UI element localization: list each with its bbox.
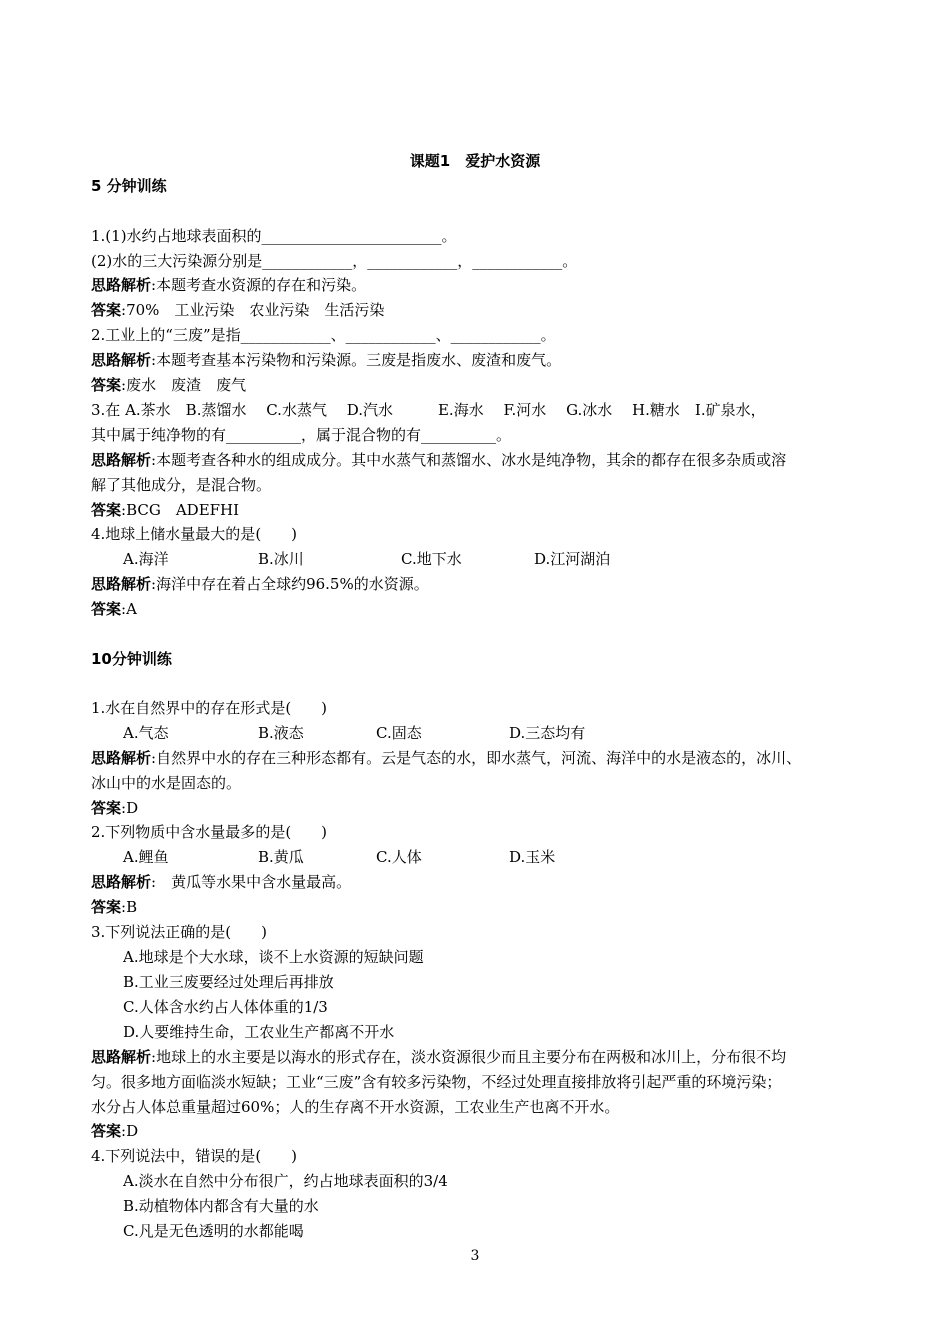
option-b: B.冰川 <box>258 550 304 568</box>
question-text: 4.地球上储水量最大的是( ) <box>91 525 298 543</box>
question-text: 其中属于纯净物的有__________，属于混合物的有__________。 <box>91 426 512 444</box>
option-b: B.黄瓜 <box>258 848 304 866</box>
explanation-line <box>91 574 429 594</box>
explanation-text: 冰山中的水是固态的。 <box>91 774 242 792</box>
explanation-label: 思路解析 <box>91 351 152 369</box>
answer-text: :70% 工业污染 农业污染 生活污染 <box>121 301 385 319</box>
option-c: C.人体 <box>376 848 422 866</box>
explanation-text: :本题考查基本污染物和污染源。三废是指废水、废渣和废气。 <box>151 351 562 369</box>
explanation-line <box>91 1047 786 1067</box>
answer-text: :A <box>121 600 137 618</box>
option-c: C.固态 <box>376 724 422 742</box>
option-c: C.人体含水约占人体体重的1/3 <box>123 998 328 1016</box>
question-text: 3.在 A.茶水 B.蒸馏水 C.水蒸气 D.汽水 E.海水 F.河水 G.冰水 H.糖水 I.矿泉水， <box>91 401 766 419</box>
answer-line <box>91 1121 138 1141</box>
explanation-line <box>91 450 786 470</box>
answer-line <box>91 375 246 395</box>
answer-label: 答案 <box>91 376 122 394</box>
answer-line <box>91 798 138 818</box>
explanation-label: 思路解析 <box>91 873 152 891</box>
question-text: 2.工业上的“三废”是指____________、____________、____________。 <box>91 326 556 344</box>
answer-text: :BCG ADEFHI <box>121 501 240 519</box>
answer-line <box>91 897 137 917</box>
option-a: A.气态 <box>123 724 169 742</box>
explanation-text: : 黄瓜等水果中含水量最高。 <box>151 873 352 891</box>
question-text: (2)水的三大污染源分别是____________，____________，____________。 <box>91 252 578 270</box>
page-number: 3 <box>470 1248 480 1264</box>
section-heading-5min: 5 分钟训练 <box>91 177 167 195</box>
option-d: D.三态均有 <box>509 724 586 742</box>
explanation-text: 匀。很多地方面临淡水短缺；工业“三废”含有较多污染物，不经过处理直接排放将引起严重的环境污染； <box>91 1073 782 1091</box>
question-text: 1.水在自然界中的存在形式是( ) <box>91 699 328 717</box>
question-text: 3.下列说法正确的是( ) <box>91 923 268 941</box>
section-heading-10min: 10分钟训练 <box>91 650 172 668</box>
option-b: B.液态 <box>258 724 304 742</box>
explanation-text: 解了其他成分，是混合物。 <box>91 476 272 494</box>
answer-label: 答案 <box>91 898 122 916</box>
answer-text: :D <box>121 799 139 817</box>
explanation-line <box>91 872 351 892</box>
explanation-label: 思路解析 <box>91 1048 152 1066</box>
answer-label: 答案 <box>91 301 122 319</box>
explanation-label: 思路解析 <box>91 451 152 469</box>
answer-label: 答案 <box>91 799 122 817</box>
explanation-line <box>91 275 366 295</box>
explanation-label: 思路解析 <box>91 749 152 767</box>
option-a: A.地球是个大水球，谈不上水资源的短缺问题 <box>123 948 424 966</box>
option-d: D.玉米 <box>509 848 556 866</box>
option-d: D.江河湖泊 <box>534 550 611 568</box>
answer-line <box>91 500 239 520</box>
option-a: A.海洋 <box>123 550 169 568</box>
answer-line <box>91 300 384 320</box>
option-d: D.人要维持生命，工农业生产都离不开水 <box>123 1023 395 1041</box>
explanation-line <box>91 350 561 370</box>
answer-label: 答案 <box>91 501 122 519</box>
option-a: A.淡水在自然中分布很广，约占地球表面积的3/4 <box>123 1172 448 1190</box>
answer-line <box>91 599 137 619</box>
question-text: 2.下列物质中含水量最多的是( ) <box>91 823 328 841</box>
option-b: B.动植物体内都含有大量的水 <box>123 1197 319 1215</box>
answer-text: :D <box>121 1122 139 1140</box>
question-text: 1.(1)水约占地球表面积的________________________。 <box>91 227 457 245</box>
page-title: 课题1 爱护水资源 <box>409 152 541 170</box>
explanation-text: :自然界中水的存在三种形态都有。云是气态的水，即水蒸气，河流、海洋中的水是液态的，冰川、 <box>151 749 802 767</box>
option-c: C.凡是无色透明的水都能喝 <box>123 1222 304 1240</box>
option-c: C.地下水 <box>401 550 462 568</box>
answer-text: :废水 废渣 废气 <box>121 376 247 394</box>
explanation-line <box>91 748 801 768</box>
answer-label: 答案 <box>91 1122 122 1140</box>
answer-label: 答案 <box>91 600 122 618</box>
answer-text: :B <box>121 898 138 916</box>
option-b: B.工业三废要经过处理后再排放 <box>123 973 334 991</box>
explanation-text: :海洋中存在着占全球约96.5%的水资源。 <box>151 575 429 593</box>
explanation-text: :本题考查水资源的存在和污染。 <box>151 276 367 294</box>
explanation-text: 水分占人体总重量超过60%；人的生存离不开水资源，工农业生产也离不开水。 <box>91 1098 620 1116</box>
explanation-label: 思路解析 <box>91 575 152 593</box>
option-a: A.鲤鱼 <box>123 848 169 866</box>
explanation-text: :地球上的水主要是以海水的形式存在，淡水资源很少而且主要分布在两极和冰川上，分布很不均 <box>151 1048 787 1066</box>
question-text: 4.下列说法中，错误的是( ) <box>91 1147 298 1165</box>
explanation-label: 思路解析 <box>91 276 152 294</box>
explanation-text: :本题考查各种水的组成成分。其中水蒸气和蒸馏水、冰水是纯净物，其余的都存在很多杂质或溶 <box>151 451 787 469</box>
